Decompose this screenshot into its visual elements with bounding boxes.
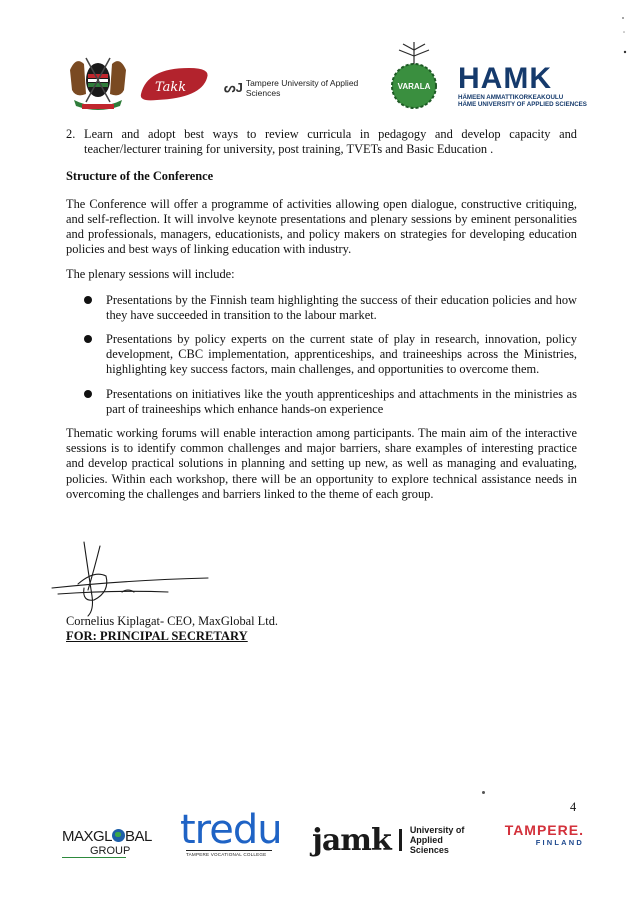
- globe-icon: [112, 829, 125, 842]
- takk-logo: [137, 64, 211, 104]
- bullet-icon: [84, 335, 92, 343]
- jamk-divider: [399, 829, 402, 851]
- jamk-logo-text: jamk: [312, 822, 391, 858]
- bullet-icon: [84, 296, 92, 304]
- list-item: [66, 293, 577, 323]
- page-number: 4: [570, 800, 577, 814]
- hamk-logo-sub2: HÄME UNIVERSITY OF APPLIED SCIENCES: [458, 101, 587, 108]
- tamk-logo-text: Tampere University of Applied Sciences: [245, 78, 359, 98]
- tredu-tagline: TAMPERE VOCATIONAL COLLEGE: [186, 850, 272, 857]
- maxglobal-text-a: MAXGL: [62, 828, 113, 845]
- item-number: 2.: [66, 127, 76, 141]
- finland-logo-text: FINLAND: [535, 838, 584, 847]
- numbered-item-2: [66, 127, 577, 157]
- jamk-uni-line2: Applied Sciences: [409, 835, 449, 855]
- hamk-logo: [458, 62, 587, 108]
- paragraph-workshops: Thematic working forums will enable interaction among participants. The main aim of the interactive sessions is to identify common challenges and major barriers, share examples of interesting practice and develop practical solutions in planning and setting up new, as well as managing and evaluating, policies. Within each workshop, there will be an opportunity to explore technical assistance needs in overcoming the challenges and barriers linked to the theme of each group.: [66, 426, 577, 501]
- plenary-list: [66, 293, 577, 417]
- section-heading: Structure of the Conference: [66, 169, 214, 184]
- scan-marks: [618, 14, 628, 74]
- signer-name: Cornelius Kiplagat- CEO, MaxGlobal Ltd.: [66, 614, 278, 628]
- varala-logo-text: VARALA: [397, 82, 431, 91]
- handwritten-signature: [48, 540, 218, 620]
- tamk-logo: [224, 78, 384, 98]
- scan-mark: [482, 791, 485, 794]
- hamk-logo-text: HAMK: [458, 62, 552, 95]
- paragraph-intro: The Conference will offer a programme of activities allowing open dialogue, constructive critiquing, and self-reflection. It will involve keynote presentations and plenary sessions by eminent personalities and professionals, managers, educationists, and policy makers on strategies for developing education policies and best ways of linking education with industry.: [66, 196, 577, 257]
- hamk-logo-sub1: HÄMEEN AMMATTIKORKEAKOULU: [458, 94, 564, 101]
- header-logos: [0, 40, 638, 120]
- for-principal-secretary: FOR: PRINCIPAL SECRETARY: [66, 629, 248, 643]
- takk-logo-text: Takk: [155, 80, 187, 95]
- bullet-icon: [84, 390, 92, 398]
- footer-logos: [0, 807, 638, 870]
- kenya-coat-of-arms-logo: [64, 50, 132, 112]
- tampere-finland-logo: [494, 822, 584, 862]
- list-item-text: Presentations by policy experts on the current state of play in research, innovation, policy development, CBC implementation, apprenticeships, and traineeships across the Ministries, highlighting key success factors, main challenges, and opportunities to overcome them.: [106, 332, 577, 377]
- jamk-logo: [312, 822, 484, 858]
- maxglobal-group-text: GROUP: [62, 845, 126, 858]
- tredu-logo-text: tredu: [180, 807, 282, 853]
- tredu-logo: [180, 807, 290, 865]
- list-item-text: Presentations by the Finnish team highlighting the success of their education policies and how they have succeeded in transition to the labour market.: [106, 292, 577, 322]
- tamk-logo-mark: ᔕJ: [224, 80, 243, 95]
- list-item: [66, 387, 577, 417]
- plenary-intro: The plenary sessions will include:: [66, 267, 235, 282]
- jamk-uni-line1: University of: [409, 825, 465, 835]
- takk-logo-shape: [137, 64, 211, 104]
- tampere-logo-text: TAMPERE.: [504, 822, 584, 838]
- list-item: [66, 332, 577, 378]
- document-body: [66, 127, 577, 512]
- maxglobal-text-b: BAL: [125, 828, 152, 845]
- varala-logo: [385, 42, 443, 112]
- list-item-text: Presentations on initiatives like the youth apprenticeships and attachments in the ministries as part of traineeships which enhance hands-on experience: [106, 386, 577, 416]
- item-text: Learn and adopt best ways to review curricula in pedagogy and develop capacity and teacher/lecturer training for university, post training, TVETs and Basic Education .: [84, 127, 577, 157]
- maxglobal-logo: [62, 828, 157, 868]
